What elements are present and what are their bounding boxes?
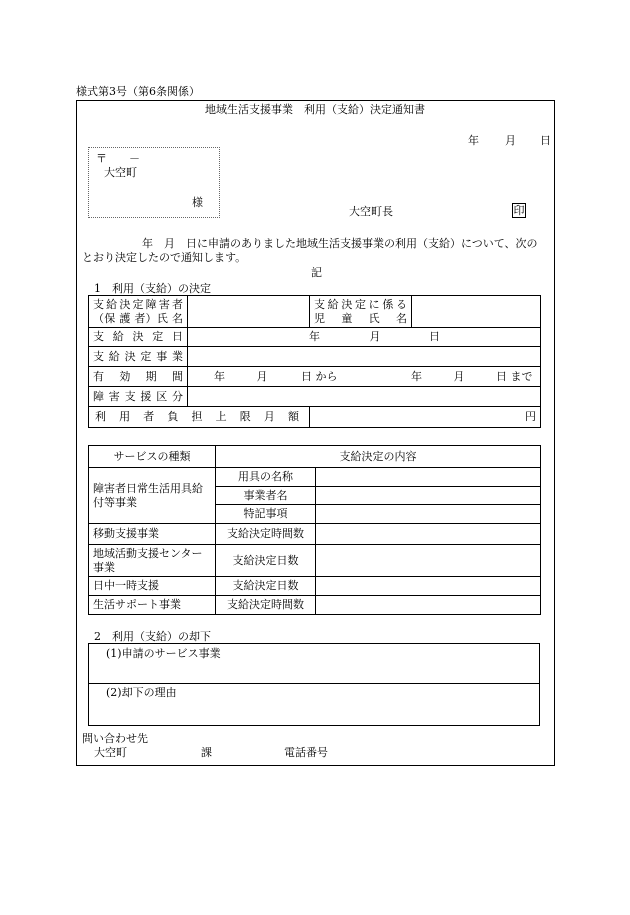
contact-phone: 電話番号: [284, 746, 328, 759]
service-row-mobility: 移動支援事業: [89, 524, 216, 545]
child-value: [412, 296, 541, 328]
postal-mark: 〒 －: [96, 152, 140, 165]
decision-table: [88, 295, 541, 428]
decision-business-label: 支 給 決 定 事 業: [89, 347, 188, 367]
service-row-equipment: 障害者日常生活用具給付等事業: [89, 468, 216, 524]
validity-label: 有 効 期 間: [89, 367, 188, 387]
service-row-life-support: 生活サポート事業: [89, 596, 216, 615]
decision-business-value: [188, 347, 541, 367]
service-row-activity-center: 地域活動支援センター事業: [89, 545, 216, 577]
service-row-daytime: 日中一時支援: [89, 577, 216, 596]
provider-name-value: [316, 487, 541, 505]
child-label: 支給決定に係る 児 童 氏 名: [310, 296, 412, 328]
address-town: 大空町: [104, 166, 137, 179]
service-table: [88, 445, 541, 615]
contact-heading: 問い合わせ先: [82, 732, 148, 745]
validity-value: 年 月 日 から 年 月 日 まで: [188, 367, 541, 387]
applicant-value: [188, 296, 310, 328]
document-title: 地域生活支援事業 利用（支給）決定通知書: [205, 103, 425, 116]
ki-label: 記: [311, 266, 322, 279]
equipment-name-label: 用具の名称: [216, 468, 316, 487]
intro-text-line2: とおり決定したので通知します。: [82, 251, 247, 264]
date-month: 月: [505, 134, 516, 147]
support-class-label: 障 害 支 援 区 分: [89, 387, 188, 407]
life-support-hours-label: 支給決定時間数: [216, 596, 316, 615]
form-number: 様式第3号（第6条関係）: [76, 85, 200, 98]
contact-section: 課: [201, 746, 212, 759]
section2-heading: 2 利用（支給）の却下: [94, 630, 211, 643]
daytime-days-value: [316, 577, 541, 596]
decision-date-label: 支 給 決 定 日: [89, 328, 188, 347]
rejection-item1: (1)申請のサービス事業: [106, 647, 221, 660]
rejection-item2: (2)却下の理由: [106, 686, 177, 699]
rejection-divider: [88, 683, 540, 684]
honorific: 様: [192, 196, 203, 209]
special-note-label: 特記事項: [216, 505, 316, 524]
activity-days-value: [316, 545, 541, 577]
activity-days-label: 支給決定日数: [216, 545, 316, 577]
service-type-header: サービスの種類: [89, 446, 216, 468]
applicant-label: 支給決定障害者 （保 護 者）氏 名: [89, 296, 188, 328]
contact-town: 大空町: [94, 746, 127, 759]
daytime-days-label: 支給決定日数: [216, 577, 316, 596]
seal-stamp: 印: [513, 204, 525, 217]
provider-name-label: 事業者名: [216, 487, 316, 505]
decision-content-header: 支給決定の内容: [216, 446, 541, 468]
special-note-value: [316, 505, 541, 524]
date-year: 年: [468, 134, 479, 147]
section1-heading: 1 利用（支給）の決定: [94, 282, 211, 295]
mobility-hours-label: 支給決定時間数: [216, 524, 316, 545]
issuer-name: 大空町長: [349, 205, 393, 218]
burden-label: 利 用 者 負 担 上 限 月 額: [89, 407, 310, 428]
decision-date-value: 年 月 日: [188, 328, 541, 347]
burden-value: 円: [310, 407, 541, 428]
life-support-hours-value: [316, 596, 541, 615]
mobility-hours-value: [316, 524, 541, 545]
support-class-value: [188, 387, 541, 407]
equipment-name-value: [316, 468, 541, 487]
intro-text-line1: 年 月 日に申請のありました地域生活支援事業の利用（支給）について、次の: [142, 237, 538, 250]
date-day: 日: [540, 134, 551, 147]
